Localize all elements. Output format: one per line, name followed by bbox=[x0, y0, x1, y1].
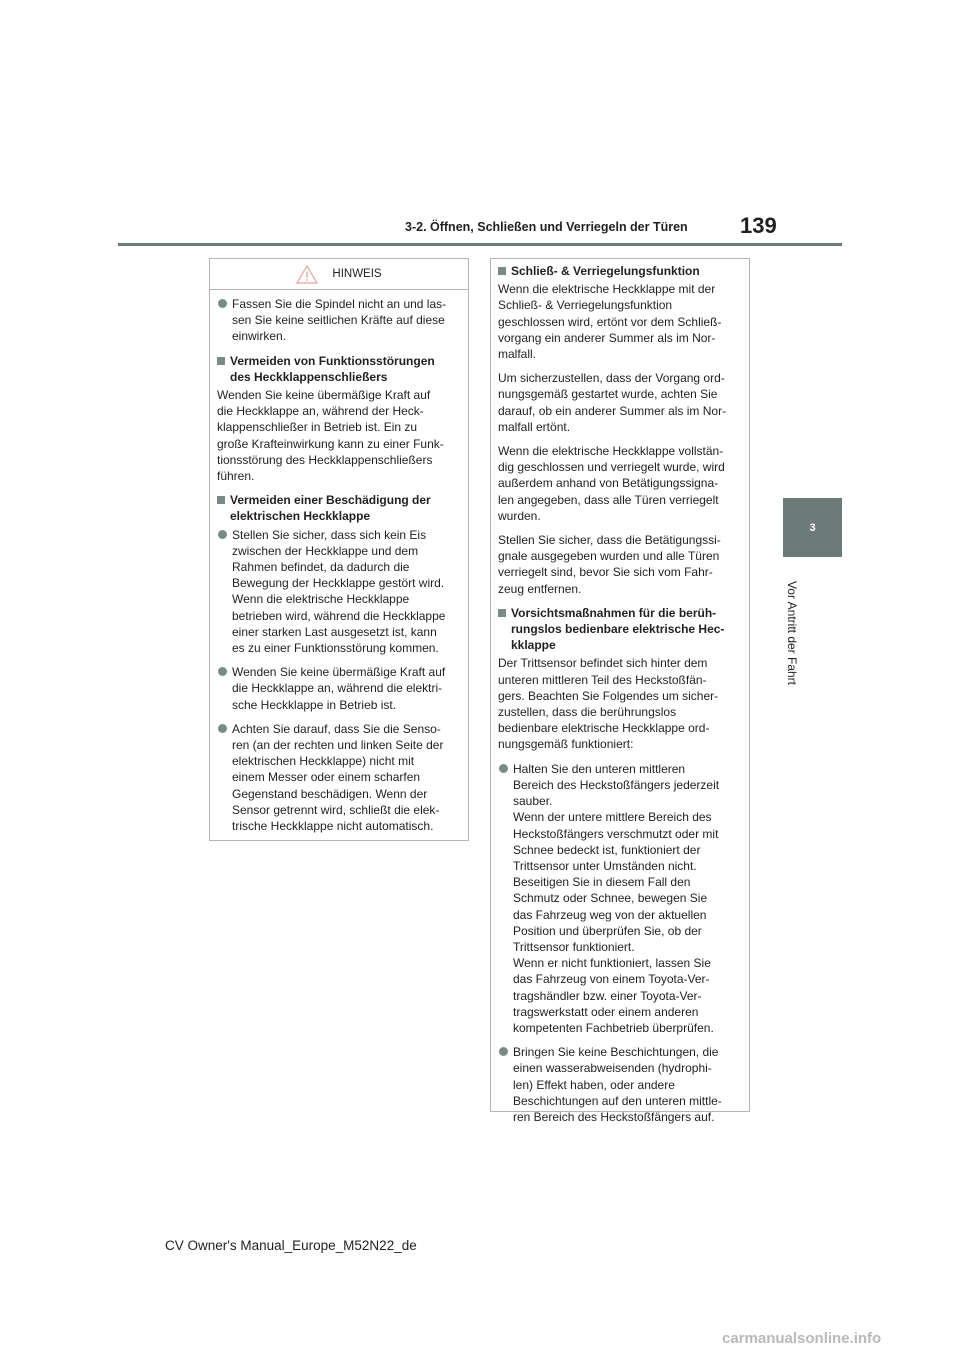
section-title: 3-2. Öffnen, Schließen und Verriegeln der Türen bbox=[405, 220, 688, 234]
notice-label: HINWEIS bbox=[332, 267, 382, 280]
list-item bbox=[217, 527, 460, 657]
bullet-dot-icon bbox=[218, 299, 227, 308]
bullet-dot-icon bbox=[218, 667, 227, 676]
paragraph: Der Trittsensor befindet sich hinter dem unteren mittleren Teil des Heckstoßfän- gers. Beachten Sie Folgendes um sicher- zustellen, dass die berührungslos bedienbare elektrische Heckklappe ord- nungsgemäß funktioniert: bbox=[498, 656, 719, 752]
chapter-number: 3 bbox=[809, 521, 816, 534]
list-item bbox=[498, 761, 741, 1036]
warning-triangle-icon bbox=[296, 265, 318, 284]
paragraph: Wenn die elektrische Heckklappe mit der Schließ- & Verriegelungsfunktion geschlossen wird, ertönt vor dem Schließ- vorgang ein anderer Summer als im Nor- malfall. bbox=[498, 282, 722, 362]
footer-manual-id: CV Owner's Manual_Europe_M52N22_de bbox=[165, 1238, 417, 1253]
paragraph: Wenn die elektrische Heckklappe vollstän- dig geschlossen und verriegelt wurde, wird außerdem anhand von Betätigungssigna- len angegeben, dass alle Türen verriegelt wurden. bbox=[498, 444, 725, 523]
bullet-text: Halten Sie den unteren mittleren Bereich des Heckstoßfängers jederzeit sauber. Wenn der untere mittlere Bereich des Heckstoßfängers verschmutzt oder mit Schnee bedeckt ist, funktioniert der Trittsensor unter Umständen nicht. Beseitigen Sie in diesem Fall den Schmutz oder Schnee, bewegen Sie das Fahrzeug weg von der aktuellen Position und überprüfen Sie, ob der Trittsensor funktioniert. Wenn er nicht funktioniert, lassen Sie das Fahrzeug von einem Toyota-Ver- tragshändler bzw. einer Toyota-Ver- tragswerkstatt oder einem anderen kompetenten Fachbetrieb überprüfen. bbox=[513, 761, 720, 1035]
watermark[interactable]: carmanualsonline.info bbox=[722, 1330, 882, 1347]
section-heading bbox=[498, 263, 741, 279]
section-heading bbox=[217, 492, 460, 524]
bullet-text: Fassen Sie die Spindel nicht an und las- sen Sie keine seitlichen Kräfte auf diese einwirken. bbox=[232, 297, 447, 344]
bullet-dot-icon bbox=[218, 530, 227, 539]
square-bullet-icon bbox=[498, 609, 506, 617]
bullet-dot-icon bbox=[499, 764, 508, 773]
page-number: 139 bbox=[740, 213, 777, 238]
bullet-text: Wenden Sie keine übermäßige Kraft auf die Heckklappe an, während die elektri- sche Heckklappe in Betrieb ist. bbox=[232, 665, 446, 712]
heading-text: Vermeiden einer Beschädigung der elektrischen Heckklappe bbox=[230, 493, 431, 524]
notice-box bbox=[209, 258, 469, 841]
bullet-text: Achten Sie darauf, dass Sie die Senso- ren (an der rechten und linken Seite der elektrischen Heckklappe) nicht mit einem Messer oder einem scharfen Gegenstand beschädigen. Wenn der Sensor getrennt wird, schließt die elek- trische Heckklappe nicht automatisch. bbox=[232, 721, 444, 834]
heading-text: Vorsichtsmaßnahmen für die berüh- rungslos bedienbare elektrische Hec- kklappe bbox=[511, 605, 725, 653]
bullet-text: Bringen Sie keine Beschichtungen, die einen wasserabweisenden (hydrophi- len) Effekt haben, oder andere Beschichtungen auf den unteren mittle- ren Bereich des Heckstoßfängers auf. bbox=[513, 1045, 722, 1124]
bullet-dot-icon bbox=[218, 724, 227, 733]
chapter-title: Vor Antritt der Fahrt bbox=[785, 580, 799, 686]
square-bullet-icon bbox=[217, 496, 225, 504]
heading-text: Schließ- & Verriegelungsfunktion bbox=[511, 264, 700, 278]
square-bullet-icon bbox=[217, 357, 225, 365]
list-item bbox=[217, 296, 460, 345]
section-heading bbox=[217, 353, 460, 385]
notice-header bbox=[210, 259, 468, 290]
list-item bbox=[217, 664, 460, 713]
heading-text: Vermeiden von Funktionsstörungen des Heckklappenschließers bbox=[230, 353, 435, 384]
bullet-text: Stellen Sie sicher, dass sich kein Eis zwischen der Heckklappe und dem Rahmen befindet, da dadurch die Bewegung der Heckklappe gestört wird. Wenn die elektrische Heckklappe betrieben wird, während die Heckklappe einer starken Last ausgesetzt ist, kann es zu einer Funktionsstörung kommen. bbox=[232, 527, 446, 656]
section-heading bbox=[498, 605, 741, 654]
info-box bbox=[490, 258, 750, 1124]
bullet-dot-icon bbox=[499, 1047, 508, 1056]
header-divider bbox=[118, 243, 842, 246]
chapter-tab[interactable] bbox=[783, 498, 842, 557]
paragraph: Wenden Sie keine übermäßige Kraft auf die Heckklappe an, während der Heck- klappenschließer in Betrieb ist. Ein zu große Krafteinwirkung kann zu einer Funk- tionsstörung des Heckklappenschließers führen. bbox=[217, 388, 444, 484]
square-bullet-icon bbox=[498, 267, 506, 275]
list-item bbox=[217, 721, 460, 834]
paragraph: Stellen Sie sicher, dass die Betätigungssi- gnale ausgegeben wurden und alle Türen verriegelt sind, bevor Sie sich vom Fahr- zeug entfernen. bbox=[498, 533, 721, 596]
paragraph: Um sicherzustellen, dass der Vorgang ord- nungsgemäß gestartet wurde, achten Sie darauf, ob ein anderer Summer als im Nor- malfall ertönt. bbox=[498, 371, 727, 434]
list-item bbox=[498, 1044, 741, 1125]
